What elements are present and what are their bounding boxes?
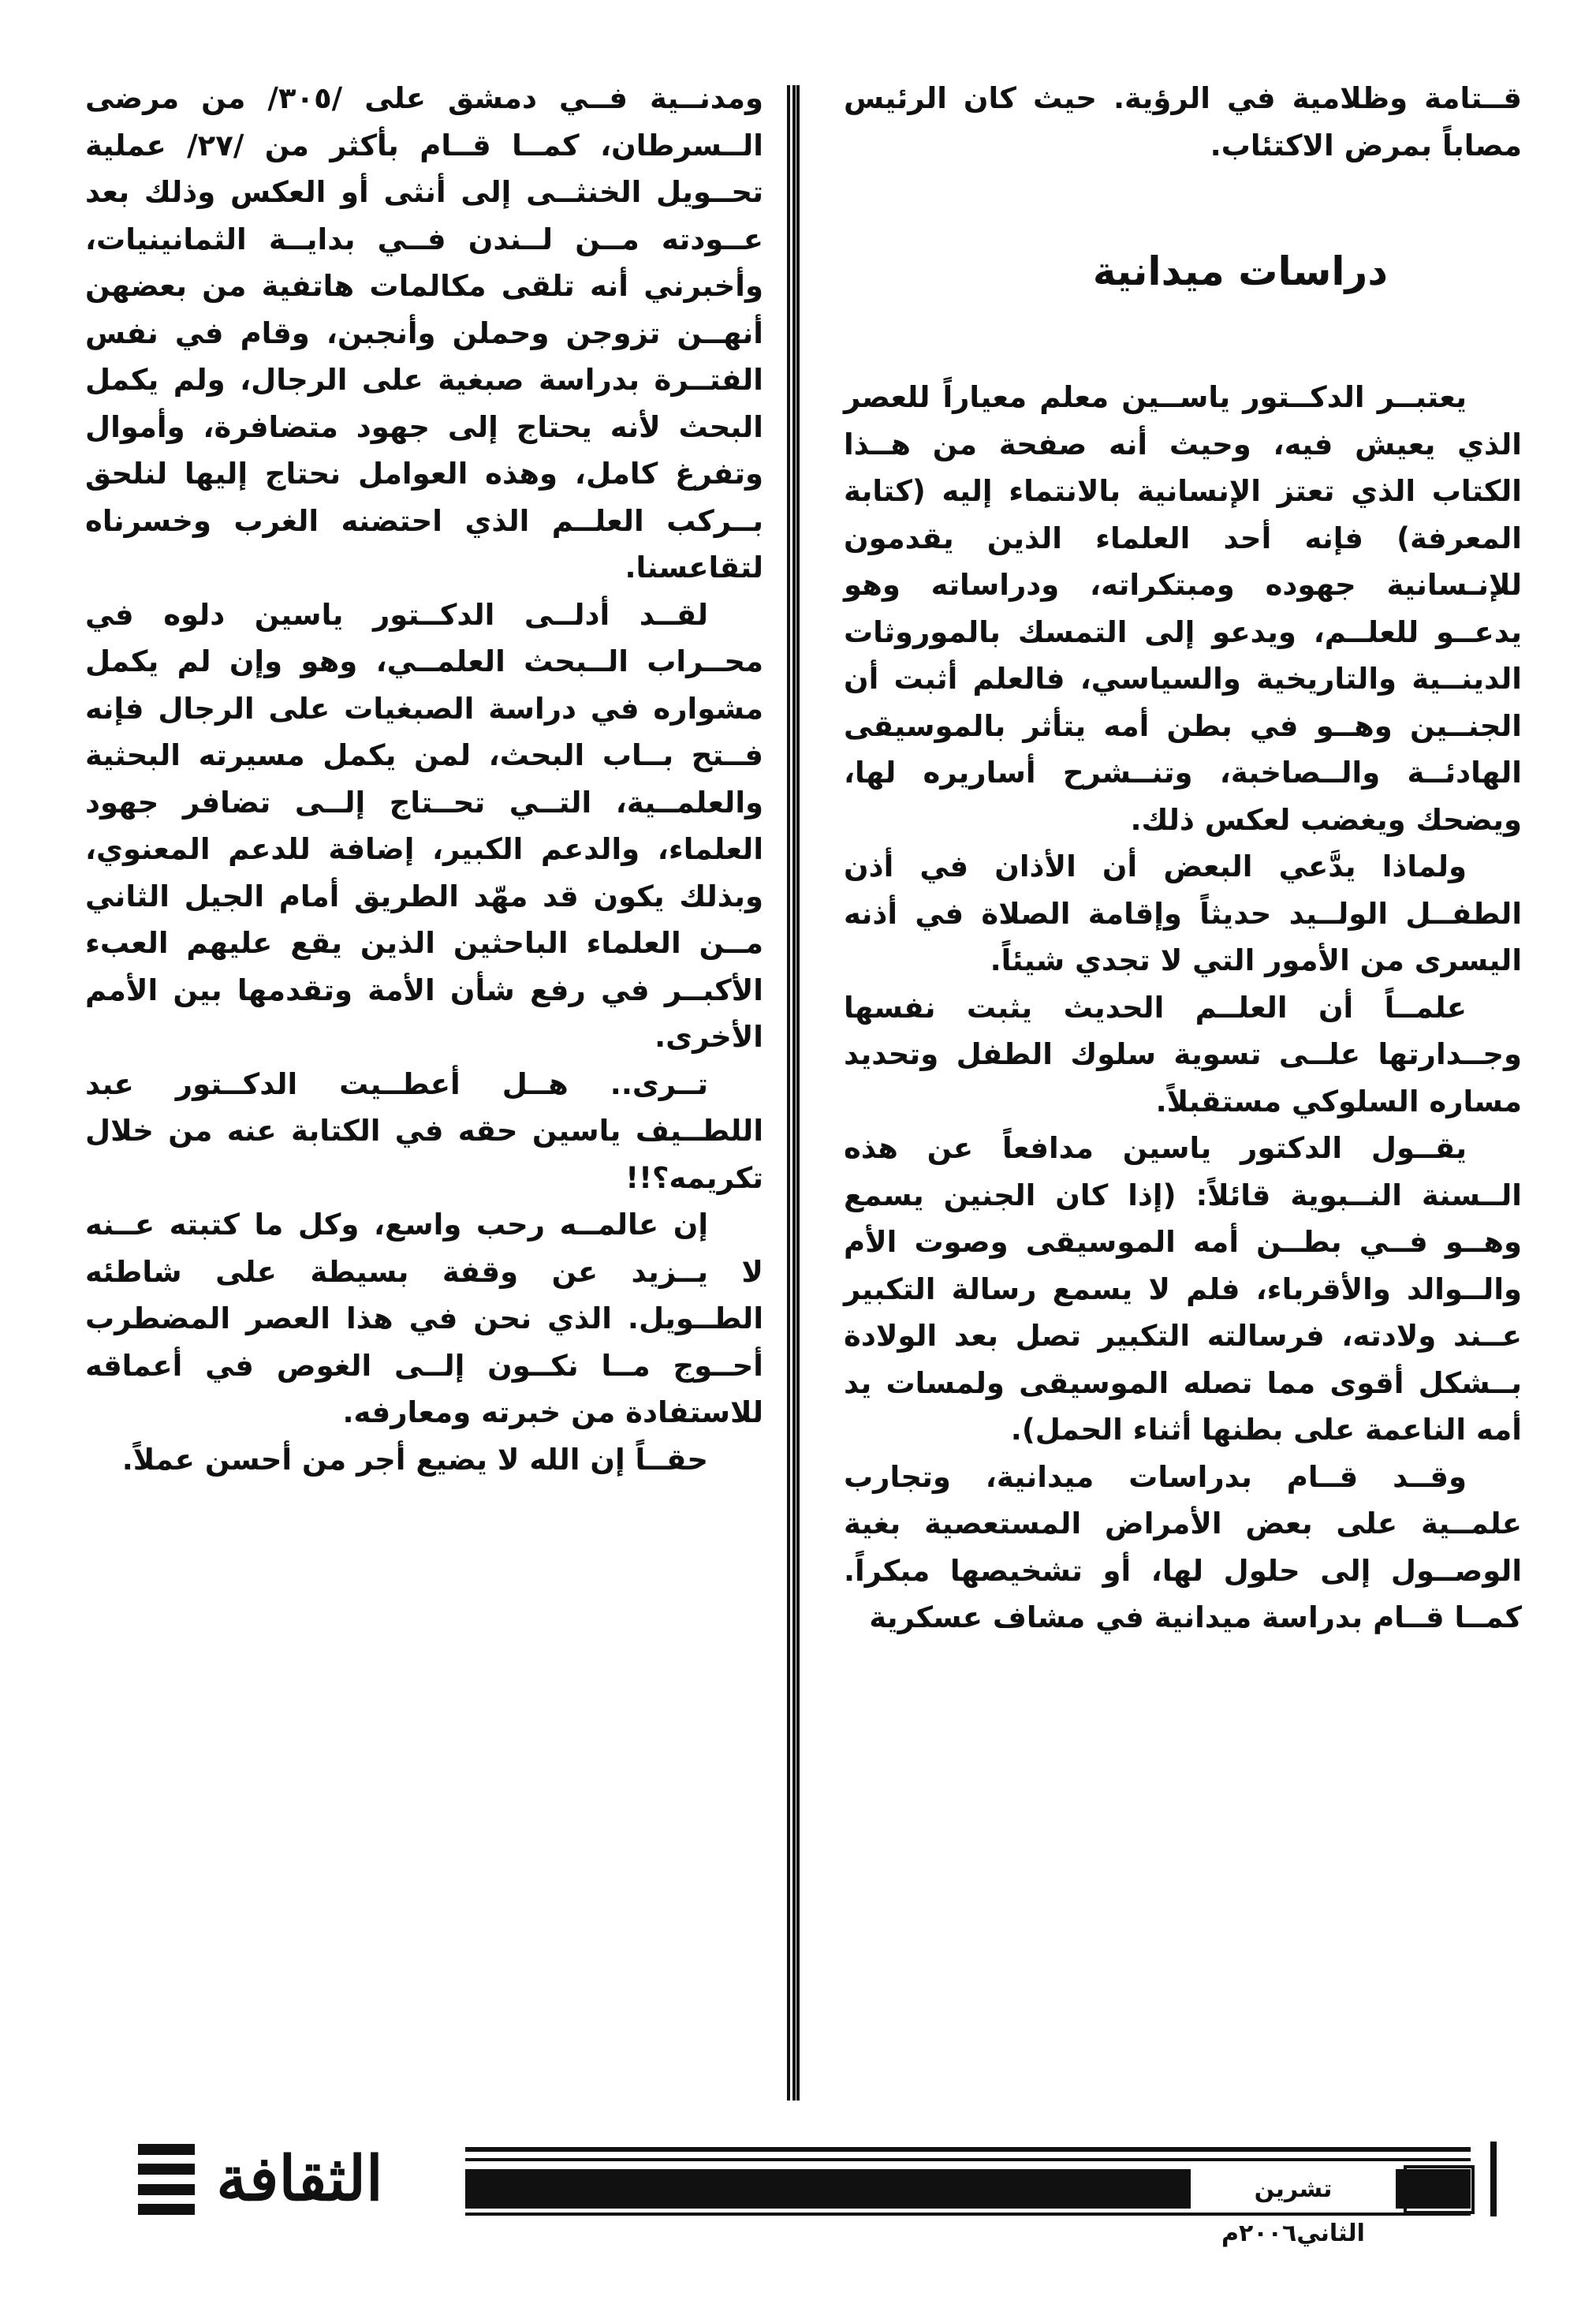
paragraph: تــرى.. هــل أعطــيت الدكــتور عبد اللطــيف ياسين حقه في الكتابة عنه من خلال تكريمه؟!!	[85, 1066, 763, 1195]
paragraph: إن عالمــه رحب واسع، وكل ما كتبته عــنه لا يــزيد عن وقفة بسيطة على شاطئه الطــويل. الذي نحن في هذا العصر المضطرب أحــوج مــا نكــون إلــى الغوص في أعماقه للاستفادة من خبرته ومعارفه.	[85, 1208, 763, 1429]
page-number: ٥٦	[1404, 2165, 1475, 2214]
right-column	[844, 75, 1522, 1641]
section-heading: دراسات ميدانية	[1092, 248, 1388, 294]
paragraph: ولماذا يدَّعي البعض أن الأذان في أذن الطفــل الولــيد حديثاً وإقامة الصلاة في أذنه اليسرى من الأمور التي لا تجدي شيئاً.	[844, 850, 1522, 977]
paragraph: ومدنــية فــي دمشق على /٣٠٥/ من مرضى الــسرطان، كمــا قــام بأكثر من /٢٧/ عملية تحــويل الخنثــى إلى أنثى أو العكس وذلك بعد عــودته مــن لــندن فــي بدايــة الثمانينيات، وأخبرني أنه تلقى مكالمات هاتفية من بعضهن أنهــن تزوجن وحملن وأنجبن، وقام في نفس الفتــرة بدراسة صبغية على الرجال، ولم يكمل البحث لأنه يحتاج إلى جهود متضافرة، وأموال وتفرغ كامل، وهذه العوامل نحتاج إليها لنلحق بــركب العلــم الذي احتضنه الغرب وخسرناه لتقاعسنا.	[85, 81, 763, 584]
paragraph: علمــاً أن العلــم الحديث يثبت نفسها وجــدارتها علــى تسوية سلوك الطفل وتحديد مساره السلوكي مستقبلاً.	[844, 990, 1522, 1118]
paragraph: حقــاً إن الله لا يضيع أجر من أحسن عملاً.	[121, 1442, 708, 1477]
paragraph: قــتامة وظلامية في الرؤية. حيث كان الرئيس مصاباً بمرض الاكتئاب.	[844, 81, 1522, 162]
paragraph: يقــول الدكتور ياسين مدافعاً عن هذه الــسنة النــبوية قائلاً: (إذا كان الجنين يسمع وهــو فــي بطــن أمه الموسيقى وصوت الأم والــوالد والأقرباء، فلم لا يسمع رسالة التكبير عــند ولادته، فرسالته التكبير تصل بعد الولادة بــشكل أقوى مما تصله الموسيقى ولمسات يد أمه الناعمة على بطنها أثناء الحمل).	[844, 1131, 1522, 1447]
footer-frame-edge	[1490, 2142, 1497, 2216]
footer-rule-top	[465, 2147, 1471, 2152]
column-divider	[787, 85, 800, 2101]
paragraph: يعتبــر الدكــتور ياســين معلم معياراً للعصر الذي يعيش فيه، وحيث أنه صفحة من هــذا الكتاب الذي تعتز الإنسانية بالانتماء إليه (كتابة المعرفة) فإنه أحد العلماء الذين يقدمون للإنـسانية جهوده ومبتكراته، ودراساته وهو يدعــو للعلــم، ويدعو إلى التمسك بالموروثات الدينــية والتاريخية والسياسي، فالعلم أثبت أن الجنــين وهــو في بطن أمه يتأثر بالموسيقى الهادئــة والــصاخبة، وتنــشرح أساريره لها، ويضحك ويغضب لعكس ذلك.	[844, 380, 1522, 837]
paragraph: وقــد قــام بدراسات ميدانية، وتجارب علمــية على بعض الأمراض المستعصية بغية الوصــول إلى حلول لها، أو تشخيصها مبكراً. كمــا قــام بدراسة ميدانية في مشاف عسكرية	[844, 1459, 1522, 1634]
paragraph: لقــد أدلــى الدكــتور ياسين دلوه في محــراب الــبحث العلمــي، وهو وإن لم يكمل مشواره في دراسة الصبغيات على الرجال فإنه فــتح بــاب البحث، لمن يكمل مسيرته البحثية والعلمــية، التــي تحــتاج إلــى تضافر جهود العلماء، والدعم الكبير، إضافة للدعم المعنوي، وبذلك يكون قد مهّد الطريق أمام الجيل الثاني مــن العلماء الباحثين الذين يقع عليهم العبء الأكبــر في رفع شأن الأمة وتقدمها بين الأمم الأخرى.	[85, 597, 763, 1054]
magazine-logo: الثقافة	[216, 2143, 383, 2215]
left-column	[85, 75, 763, 1483]
footer-rule-thin	[465, 2158, 1471, 2161]
issue-date: تشرين الثاني٢٠٠٦م	[1191, 2168, 1396, 2212]
